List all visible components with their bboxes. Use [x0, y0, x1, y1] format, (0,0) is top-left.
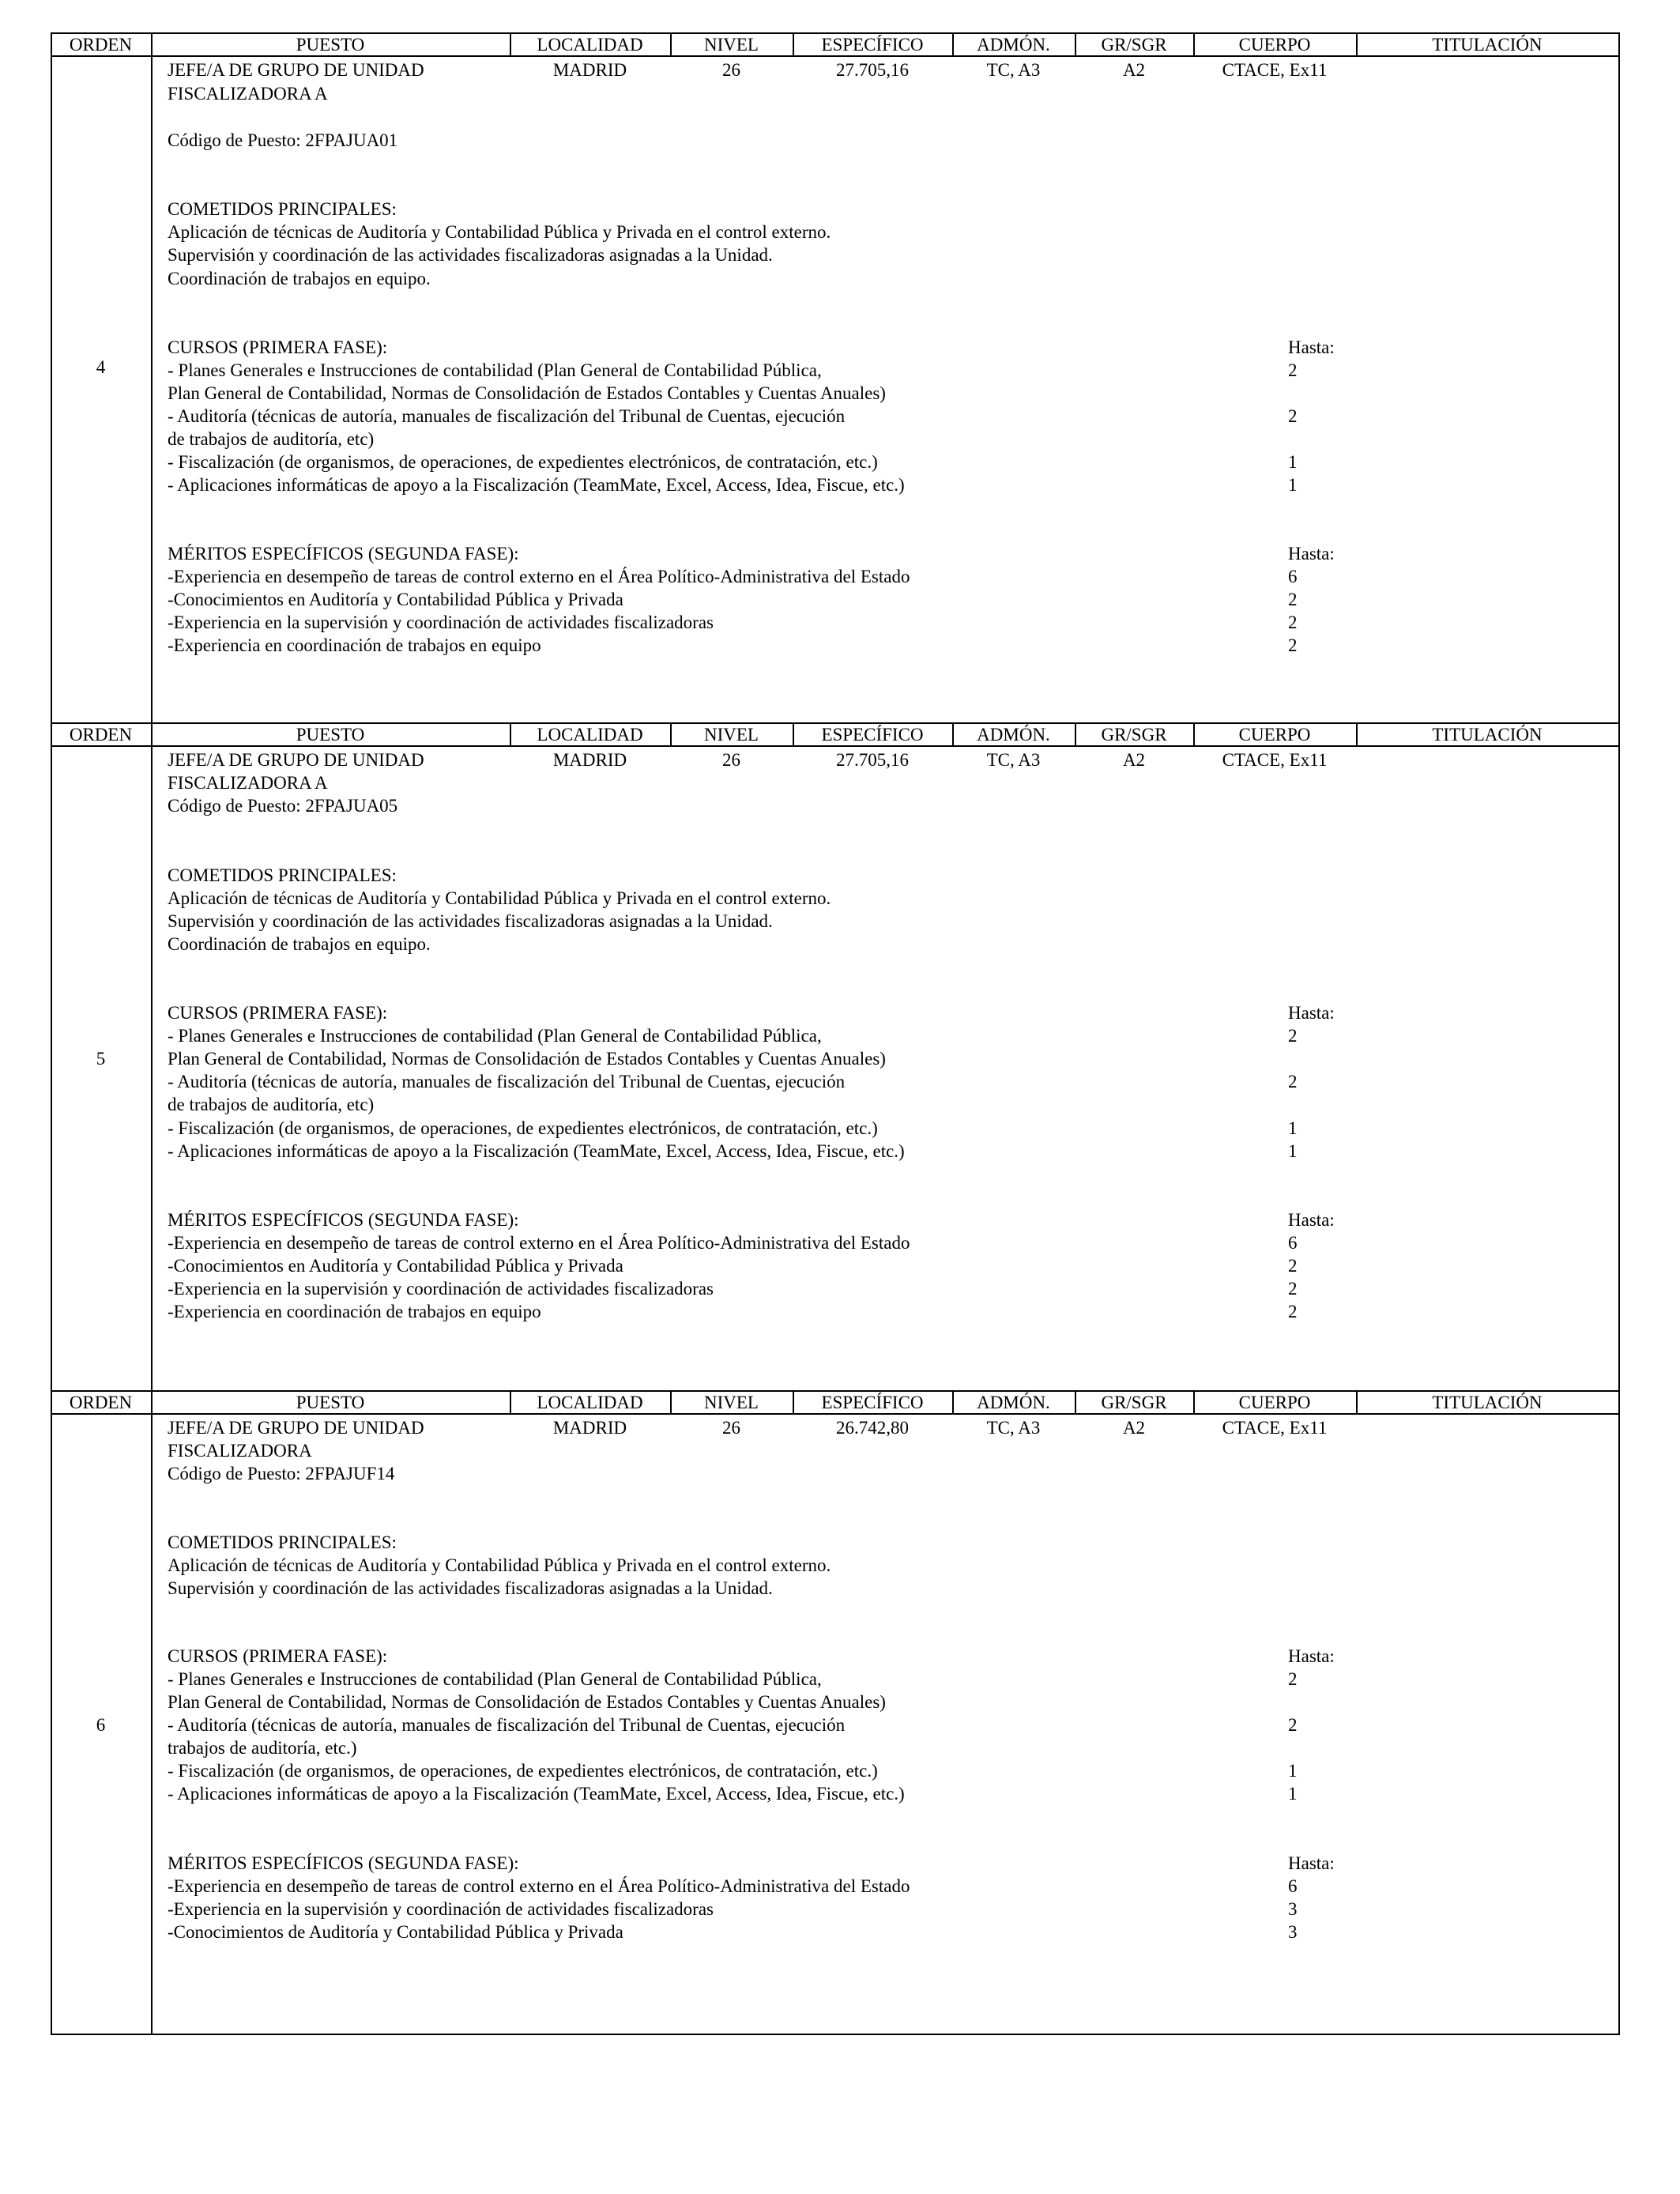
header-admon: ADMÓN.	[977, 1393, 1050, 1412]
merito-item: -Experiencia en la supervisión y coordinación de actividades fiscalizadoras	[168, 1899, 714, 1919]
row-especifico: 27.705,16	[836, 60, 909, 80]
merito-points: 2	[1288, 1302, 1298, 1321]
header-localidad: LOCALIDAD	[537, 1393, 643, 1412]
table-border	[151, 722, 153, 1391]
header-puesto: PUESTO	[296, 725, 365, 745]
meritos-hasta: Hasta:	[1288, 1210, 1335, 1230]
curso-points: 1	[1288, 1784, 1298, 1804]
curso-item: - Auditoría (técnicas de autoría, manuales de fiscalización del Tribunal de Cuentas, ejecución	[168, 1072, 846, 1091]
row-orden: 5	[96, 1049, 106, 1069]
row-cuerpo: CTACE, Ex11	[1222, 1418, 1328, 1438]
cursos-hasta: Hasta:	[1288, 1646, 1335, 1666]
meritos-title: MÉRITOS ESPECÍFICOS (SEGUNDA FASE):	[168, 1210, 519, 1230]
row-especifico: 27.705,16	[836, 750, 909, 770]
header-admon: ADMÓN.	[977, 35, 1050, 55]
merito-item: -Conocimientos en Auditoría y Contabilidad Pública y Privada	[168, 1256, 623, 1276]
curso-item: - Planes Generales e Instrucciones de contabilidad (Plan General de Contabilidad Pública,	[168, 360, 822, 380]
header-nivel: NIVEL	[704, 725, 759, 745]
cometido-item: Aplicación de técnicas de Auditoría y Contabilidad Pública y Privada en el control externo.	[168, 1555, 831, 1575]
curso-item: - Planes Generales e Instrucciones de contabilidad (Plan General de Contabilidad Pública,	[168, 1026, 822, 1046]
row-nivel: 26	[722, 60, 740, 80]
cursos-hasta: Hasta:	[1288, 337, 1335, 357]
merito-points: 6	[1288, 1876, 1298, 1896]
curso-points: 1	[1288, 452, 1298, 472]
curso-item: - Auditoría (técnicas de autoría, manuales de fiscalización del Tribunal de Cuentas, ejecución	[168, 406, 846, 426]
cometido-item: Aplicación de técnicas de Auditoría y Contabilidad Pública y Privada en el control externo.	[168, 222, 831, 242]
curso-item: de trabajos de auditoría, etc)	[168, 1095, 375, 1114]
header-titulacion: TITULACIÓN	[1432, 1393, 1543, 1412]
curso-item: - Planes Generales e Instrucciones de contabilidad (Plan General de Contabilidad Pública,	[168, 1669, 822, 1689]
header-titulacion: TITULACIÓN	[1432, 35, 1543, 55]
header-especifico: ESPECÍFICO	[821, 35, 924, 55]
merito-item: -Conocimientos en Auditoría y Contabilidad Pública y Privada	[168, 590, 623, 609]
row-cuerpo: CTACE, Ex11	[1222, 60, 1328, 80]
header-grsgr: GR/SGR	[1101, 725, 1167, 745]
row-localidad: MADRID	[552, 60, 627, 80]
merito-points: 6	[1288, 1233, 1298, 1253]
row-codigo: Código de Puesto: 2FPAJUA05	[168, 796, 398, 816]
merito-points: 2	[1288, 1279, 1298, 1299]
merito-points: 2	[1288, 635, 1298, 655]
merito-points: 2	[1288, 613, 1298, 632]
merito-item: -Experiencia en coordinación de trabajos en equipo	[168, 635, 541, 655]
merito-item: -Experiencia en desempeño de tareas de control externo en el Área Político-Administrativa del Estado	[168, 1876, 910, 1896]
row-puesto-line2: FISCALIZADORA	[168, 1441, 312, 1461]
cometido-item: Coordinación de trabajos en equipo.	[168, 934, 431, 954]
curso-points: 2	[1288, 1669, 1298, 1689]
header-especifico: ESPECÍFICO	[821, 1393, 924, 1412]
curso-item: - Auditoría (técnicas de autoría, manuales de fiscalización del Tribunal de Cuentas, ejecución	[168, 1715, 846, 1735]
row-nivel: 26	[722, 1418, 740, 1438]
row-puesto-line1: JEFE/A DE GRUPO DE UNIDAD	[168, 750, 424, 770]
curso-item: de trabajos de auditoría, etc)	[168, 429, 375, 449]
curso-item: Plan General de Contabilidad, Normas de Consolidación de Estados Contables y Cuentas Anuales)	[168, 1049, 886, 1069]
header-admon: ADMÓN.	[977, 725, 1050, 745]
cursos-hasta: Hasta:	[1288, 1003, 1335, 1023]
curso-item: - Aplicaciones informáticas de apoyo a la Fiscalización (TeamMate, Excel, Access, Idea, Fiscue, etc.)	[168, 1141, 905, 1161]
header-cuerpo: CUERPO	[1238, 35, 1311, 55]
header-grsgr: GR/SGR	[1101, 35, 1167, 55]
table-border	[151, 1390, 153, 2035]
table-border	[51, 2034, 1620, 2035]
header-orden: ORDEN	[69, 725, 133, 745]
row-puesto-line2: FISCALIZADORA A	[168, 773, 328, 793]
meritos-hasta: Hasta:	[1288, 1853, 1335, 1873]
row-admon: TC, A3	[986, 1418, 1041, 1438]
merito-points: 3	[1288, 1922, 1298, 1942]
row-grsgr: A2	[1122, 1418, 1146, 1438]
header-cuerpo: CUERPO	[1238, 725, 1311, 745]
curso-points: 2	[1288, 360, 1298, 380]
meritos-title: MÉRITOS ESPECÍFICOS (SEGUNDA FASE):	[168, 1853, 519, 1873]
cursos-title: CURSOS (PRIMERA FASE):	[168, 1646, 388, 1666]
header-grsgr: GR/SGR	[1101, 1393, 1167, 1412]
curso-item: - Aplicaciones informáticas de apoyo a la Fiscalización (TeamMate, Excel, Access, Idea, Fiscue, etc.)	[168, 1784, 905, 1804]
cometido-item: Supervisión y coordinación de las actividades fiscalizadoras asignadas a la Unidad.	[168, 1578, 773, 1598]
row-puesto-line1: JEFE/A DE GRUPO DE UNIDAD	[168, 60, 424, 80]
row-nivel: 26	[722, 750, 740, 770]
merito-item: -Experiencia en coordinación de trabajos en equipo	[168, 1302, 541, 1321]
curso-item: Plan General de Contabilidad, Normas de Consolidación de Estados Contables y Cuentas Anuales)	[168, 1692, 886, 1712]
cometido-item: Aplicación de técnicas de Auditoría y Contabilidad Pública y Privada en el control externo.	[168, 888, 831, 908]
table-border	[1618, 722, 1620, 1391]
meritos-hasta: Hasta:	[1288, 544, 1335, 564]
curso-item: - Fiscalización (de organismos, de operaciones, de expedientes electrónicos, de contratación, etc.)	[168, 1118, 878, 1138]
header-puesto: PUESTO	[296, 35, 365, 55]
cometido-item: Coordinación de trabajos en equipo.	[168, 269, 431, 288]
curso-item: Plan General de Contabilidad, Normas de Consolidación de Estados Contables y Cuentas Anuales)	[168, 383, 886, 403]
table-border	[51, 1390, 52, 2035]
curso-item: - Aplicaciones informáticas de apoyo a la Fiscalización (TeamMate, Excel, Access, Idea, Fiscue, etc.)	[168, 475, 905, 495]
cursos-title: CURSOS (PRIMERA FASE):	[168, 1003, 388, 1023]
header-nivel: NIVEL	[704, 35, 759, 55]
merito-item: -Experiencia en desempeño de tareas de control externo en el Área Político-Administrativa del Estado	[168, 567, 910, 586]
row-codigo: Código de Puesto: 2FPAJUF14	[168, 1464, 395, 1483]
table-border	[1618, 32, 1620, 723]
header-localidad: LOCALIDAD	[537, 725, 643, 745]
row-admon: TC, A3	[986, 60, 1041, 80]
header-orden: ORDEN	[69, 1393, 133, 1412]
cometidos-title: COMETIDOS PRINCIPALES:	[168, 1532, 397, 1552]
merito-points: 2	[1288, 590, 1298, 609]
table-border	[151, 32, 153, 723]
header-localidad: LOCALIDAD	[537, 35, 643, 55]
curso-points: 1	[1288, 1118, 1298, 1138]
curso-item: - Fiscalización (de organismos, de operaciones, de expedientes electrónicos, de contratación, etc.)	[168, 1761, 878, 1781]
curso-points: 1	[1288, 475, 1298, 495]
table-border	[1618, 1390, 1620, 2035]
merito-points: 6	[1288, 567, 1298, 586]
curso-item: trabajos de auditoría, etc.)	[168, 1738, 357, 1758]
cometido-item: Supervisión y coordinación de las actividades fiscalizadoras asignadas a la Unidad.	[168, 911, 773, 931]
row-cuerpo: CTACE, Ex11	[1222, 750, 1328, 770]
header-cuerpo: CUERPO	[1238, 1393, 1311, 1412]
meritos-title: MÉRITOS ESPECÍFICOS (SEGUNDA FASE):	[168, 544, 519, 564]
merito-item: -Experiencia en la supervisión y coordinación de actividades fiscalizadoras	[168, 613, 714, 632]
row-especifico: 26.742,80	[836, 1418, 909, 1438]
merito-item: -Experiencia en desempeño de tareas de control externo en el Área Político-Administrativa del Estado	[168, 1233, 910, 1253]
curso-points: 2	[1288, 1026, 1298, 1046]
merito-item: -Experiencia en la supervisión y coordinación de actividades fiscalizadoras	[168, 1279, 714, 1299]
table-header	[0, 32, 1680, 56]
row-puesto-line1: JEFE/A DE GRUPO DE UNIDAD	[168, 1418, 424, 1438]
merito-item: -Conocimientos de Auditoría y Contabilidad Pública y Privada	[168, 1922, 623, 1942]
row-grsgr: A2	[1122, 60, 1146, 80]
curso-points: 2	[1288, 406, 1298, 426]
cometido-item: Supervisión y coordinación de las actividades fiscalizadoras asignadas a la Unidad.	[168, 245, 773, 265]
cometidos-title: COMETIDOS PRINCIPALES:	[168, 865, 397, 885]
row-puesto-line2: FISCALIZADORA A	[168, 84, 328, 104]
row-grsgr: A2	[1122, 750, 1146, 770]
header-nivel: NIVEL	[704, 1393, 759, 1412]
curso-points: 1	[1288, 1141, 1298, 1161]
header-titulacion: TITULACIÓN	[1432, 725, 1543, 745]
table-header	[0, 1390, 1680, 1414]
curso-points: 2	[1288, 1715, 1298, 1735]
cometidos-title: COMETIDOS PRINCIPALES:	[168, 199, 397, 219]
row-admon: TC, A3	[986, 750, 1041, 770]
merito-points: 3	[1288, 1899, 1298, 1919]
cursos-title: CURSOS (PRIMERA FASE):	[168, 337, 388, 357]
curso-item: - Fiscalización (de organismos, de operaciones, de expedientes electrónicos, de contratación, etc.)	[168, 452, 878, 472]
row-codigo: Código de Puesto: 2FPAJUA01	[168, 130, 398, 150]
header-especifico: ESPECÍFICO	[821, 725, 924, 745]
curso-points: 1	[1288, 1761, 1298, 1781]
header-puesto: PUESTO	[296, 1393, 365, 1412]
curso-points: 2	[1288, 1072, 1298, 1091]
row-orden: 4	[96, 357, 106, 377]
header-orden: ORDEN	[69, 35, 133, 55]
row-localidad: MADRID	[552, 1418, 627, 1438]
row-orden: 6	[96, 1715, 106, 1735]
merito-points: 2	[1288, 1256, 1298, 1276]
table-header	[0, 722, 1680, 746]
row-localidad: MADRID	[552, 750, 627, 770]
